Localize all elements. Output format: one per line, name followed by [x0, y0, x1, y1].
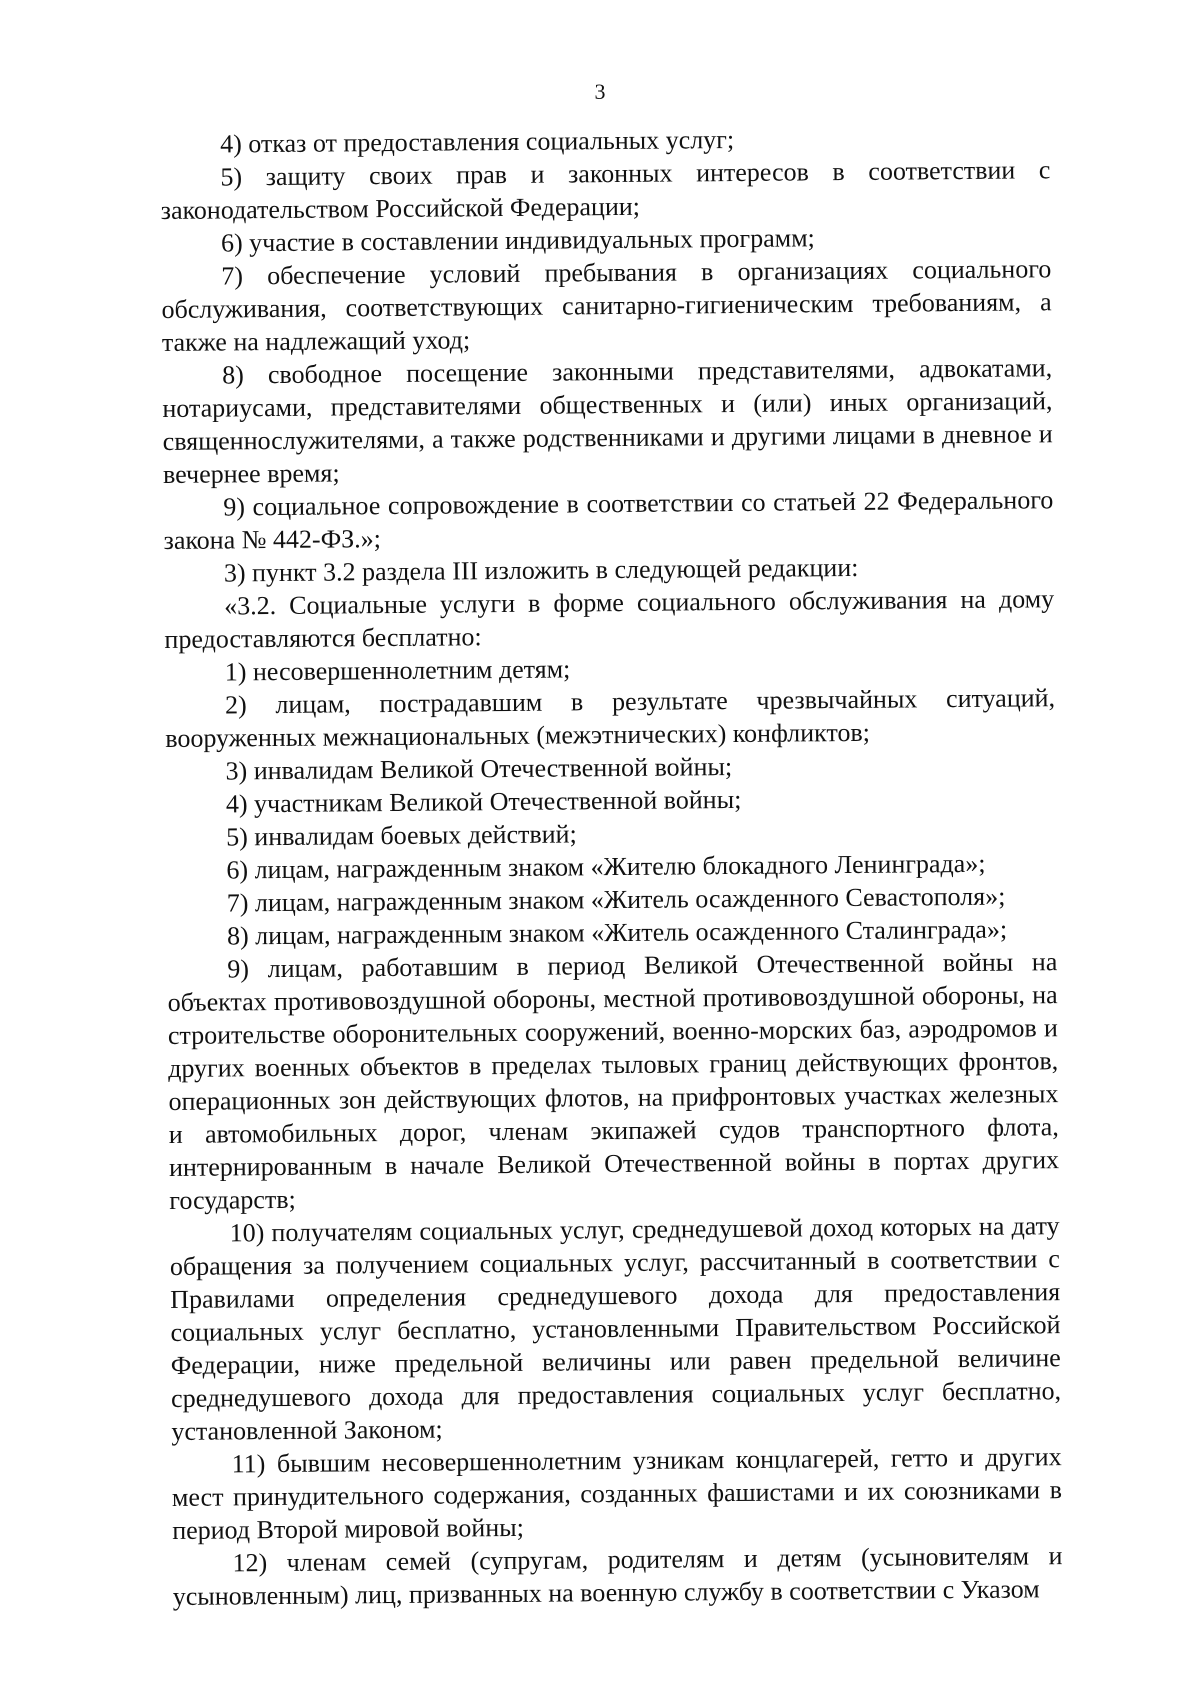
list-item-5: 5) инвалидам боевых действий; — [226, 819, 577, 852]
list-item-7: 7) лицам, награжденным знаком «Житель осажденного Севастополя»; — [226, 881, 1006, 918]
paragraph-item-7: 7) обеспечение условий пребывания в организациях социального обслуживания, соответствующих санитарно-гигиеническим требованиям, а также на надлежащий уход; — [161, 254, 1052, 357]
paragraph-item-9: 9) социальное сопровождение в соответствии со статьей 22 Федерального закона № 442-ФЗ.»; — [163, 485, 1054, 555]
document-body — [160, 120, 1063, 1613]
paragraph-amendment-3: 3) пункт 3.2 раздела III изложить в следующей редакции: — [223, 552, 859, 588]
list-item-8: 8) лицам, награжденным знаком «Житель осажденного Сталинграда»; — [226, 914, 1008, 951]
list-item-6: 6) лицам, награжденным знаком «Жителю блокадного Ленинграда»; — [226, 848, 986, 885]
list-item-1: 1) несовершеннолетним детям; — [224, 654, 571, 687]
paragraph-clause-3-2: «3.2. Социальные услуги в форме социального обслуживания на дому предоставляются бесплатно: — [164, 584, 1055, 654]
paragraph-item-5: 5) защиту своих прав и законных интересов в соответствии с законодательством Российской Федерации; — [160, 155, 1051, 225]
list-item-2: 2) лицам, пострадавшим в результате чрезвычайных ситуаций, вооруженных межнациональных (межэтнических) конфликтов; — [165, 683, 1056, 753]
list-item-12: 12) членам семей (супругам, родителям и детям (усыновителям и усыновленным) лиц, призванных на военную службу в соответствии с Указом — [172, 1541, 1063, 1611]
paragraph-item-8: 8) свободное посещение законными представителями, адвокатами, нотариусами, представителями общественных и (или) иных организаций, священнослужителями, а также родственниками и другими лицами в дневное и вечернее время; — [162, 353, 1053, 489]
paragraph-item-6: 6) участие в составлении индивидуальных программ; — [220, 223, 815, 258]
list-item-10: 10) получателям социальных услуг, среднедушевой доход которых на дату обращения за получением социальных услуг, рассчитанный в соответствии с Правилами определения среднедушевого дохода для предоставления социальных услуг бесплатно, установленными Правительством Российской Федерации, ниже предельной величины или равен предельной величине среднедушевого дохода для предоставления социальных услуг бесплатно, установленной Законом; — [169, 1211, 1062, 1446]
page-number: 3 — [594, 79, 606, 104]
list-item-11: 11) бывшим несовершеннолетним узникам концлагерей, гетто и других мест принудительного содержания, созданных фашистами и их союзниками в период Второй мировой войны; — [171, 1442, 1063, 1545]
list-item-9: 9) лицам, работавшим в период Великой Отечественной войны на объектах противовоздушной обороны, местной противовоздушной обороны, на строительстве оборонительных сооружений, военно-морских баз, аэродромов и других военных объектов в пределах тыловых границ действующих фронтов, операционных зон действующих флотов, на прифронтовых участках железных и автомобильных дорог, членам экипажей судов транспортного флота, интернированным в начале Великой Отечественной войны в портах других государств; — [167, 947, 1060, 1215]
list-item-4: 4) участникам Великой Отечественной войны; — [225, 784, 742, 819]
list-item-3: 3) инвалидам Великой Отечественной войны; — [225, 752, 733, 786]
paragraph-item-4: 4) отказ от предоставления социальных услуг; — [220, 124, 735, 159]
